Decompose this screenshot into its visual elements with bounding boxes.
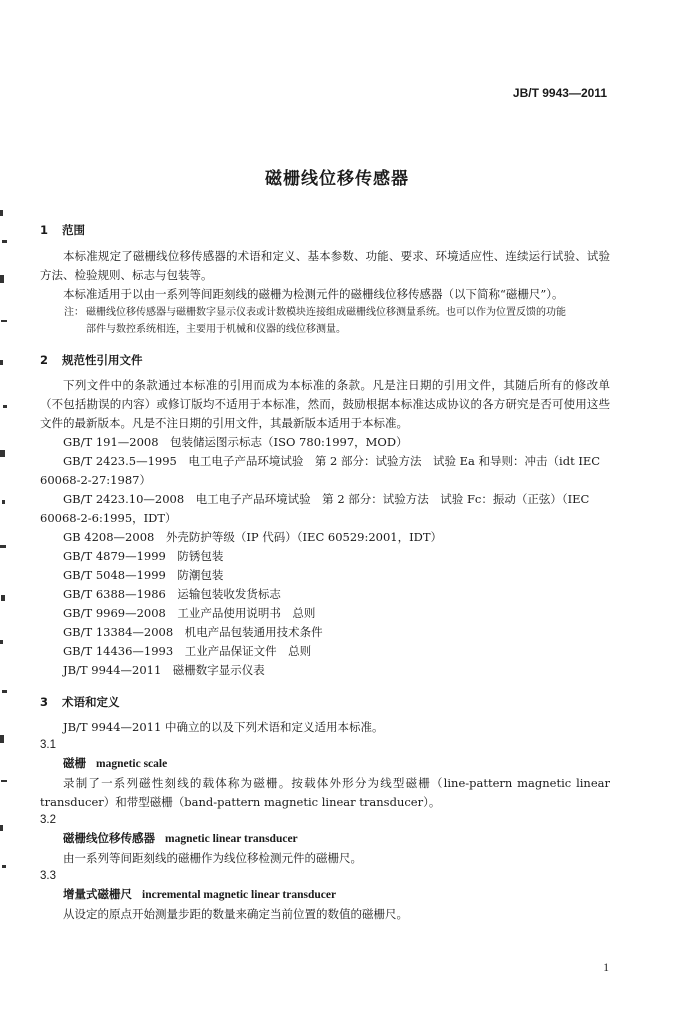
document-title: 磁栅线位移传感器	[265, 169, 409, 189]
term-name-zh: 增量式磁栅尺	[63, 887, 132, 901]
term-number: 3.1	[40, 739, 56, 751]
term-number: 3.2	[40, 814, 56, 826]
reference-item: JB/T 9944—2011 磁栅数字显示仪表	[63, 663, 265, 677]
standard-code: JB/T 9943—2011	[512, 86, 607, 100]
reference-item-continuation: 60068-2-27:1987）	[40, 473, 151, 487]
term-name	[40, 829, 610, 849]
scope-paragraph-2: 本标准适用于以由一系列等间距刻线的磁栅为检测元件的磁栅线位移传感器（以下简称“磁栅尺”）。	[63, 287, 564, 301]
reference-item: GB/T 13384—2008 机电产品包装通用技术条件	[63, 625, 323, 639]
term-number: 3.3	[40, 870, 56, 882]
term-name-en: magnetic linear transducer	[165, 833, 298, 845]
term-name-en: incremental magnetic linear transducer	[142, 889, 337, 901]
term-name-zh: 磁栅线位移传感器	[63, 831, 155, 845]
reference-item: GB/T 2423.10—2008 电工电子产品环境试验 第 2 部分：试验方法 试验 Fc：振动（正弦）（IEC	[63, 492, 590, 506]
document-body	[40, 222, 610, 924]
reference-item: GB/T 14436—1993 工业产品保证文件 总则	[63, 644, 312, 658]
reference-item-continuation: 60068-2-6:1995，IDT）	[40, 511, 177, 525]
term-definition: 从设定的原点开始测量步距的数量来确定当前位置的数值的磁栅尺。	[63, 907, 408, 921]
note-line-1: 磁栅线位移传感器与磁栅数字显示仪表或计数模块连接组成磁栅线位移测量系统。也可以作为位置反馈的功能	[86, 307, 566, 318]
section-heading-terms-definitions	[40, 694, 610, 710]
reference-item: GB/T 2423.5—1995 电工电子产品环境试验 第 2 部分：试验方法 试验 Ea 和导则：冲击（idt IEC	[63, 454, 601, 468]
reference-item: GB/T 5048—1999 防潮包装	[63, 568, 224, 582]
section-number: 3	[40, 695, 49, 709]
reference-item: GB/T 191—2008 包装储运图示标志（ISO 780:1997，MOD）	[63, 435, 408, 449]
section-title: 范围	[62, 223, 85, 237]
binding-edge-marks	[0, 200, 16, 880]
section-title: 术语和定义	[62, 695, 120, 709]
reference-item: GB/T 6388—1986 运输包装收发货标志	[63, 587, 281, 601]
page-number: 1	[603, 962, 609, 974]
term-definition: 录制了一系列磁性刻线的载体称为磁栅。按载体外形分为线型磁栅（line-pattern magnetic linear transducer）和带型磁栅（band-pattern magnetic linear transducer）。	[40, 776, 610, 809]
term-name-en: magnetic scale	[96, 758, 168, 770]
section-number: 1	[40, 223, 49, 237]
scope-paragraph-1: 本标准规定了磁栅线位移传感器的术语和定义、基本参数、功能、要求、环境适应性、连续运行试验、试验方法、检验规则、标志与包装等。	[40, 249, 610, 282]
reference-item: GB 4208—2008 外壳防护等级（IP 代码）（IEC 60529:2001，IDT）	[63, 530, 443, 544]
term-name	[40, 885, 610, 905]
note-line-2: 部件与数控系统相连，主要用于机械和仪器的线位移测量。	[86, 324, 346, 335]
reference-item: GB/T 4879—1999 防锈包装	[63, 549, 224, 563]
section-number: 2	[40, 353, 49, 367]
term-name-zh: 磁栅	[63, 756, 86, 770]
section-heading-scope	[40, 222, 610, 238]
terms-intro-paragraph: JB/T 9944—2011 中确立的以及下列术语和定义适用本标准。	[63, 720, 384, 734]
term-name	[40, 754, 610, 774]
section-heading-normative-references	[40, 352, 610, 368]
note-label: 注：	[64, 307, 84, 318]
reference-item: GB/T 9969—2008 工业产品使用说明书 总则	[63, 606, 316, 620]
scope-note	[40, 304, 610, 338]
section-title: 规范性引用文件	[62, 353, 143, 367]
references-intro-paragraph: 下列文件中的条款通过本标准的引用而成为本标准的条款。凡是注日期的引用文件，其随后所有的修改单（不包括勘误的内容）或修订版均不适用于本标准，然而，鼓励根据本标准达成协议的各方研究是否可使用这些文件的最新版本。凡是不注日期的引用文件，其最新版本适用于本标准。	[40, 378, 610, 430]
term-definition: 由一系列等间距刻线的磁栅作为线位移检测元件的磁栅尺。	[63, 851, 362, 865]
